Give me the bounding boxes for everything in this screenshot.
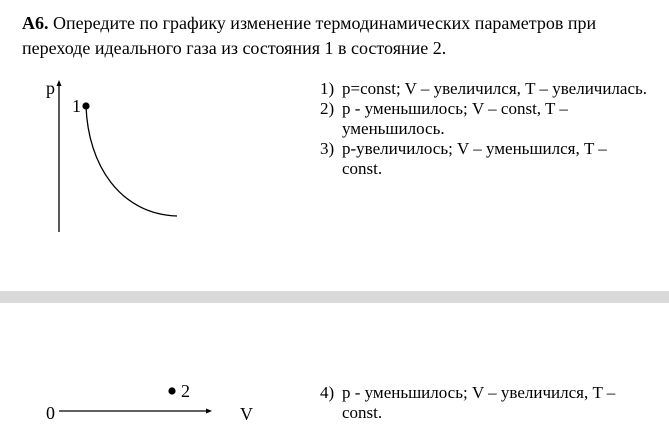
- state-2-label: 2: [181, 381, 190, 401]
- answer-option-1[interactable]: [320, 79, 650, 99]
- question-text: Опередите по графику изменение термодинамических параметров при переходе идеального газа из состояния 1 в состояние 2.: [22, 13, 597, 58]
- y-axis-label: p: [46, 78, 55, 98]
- answer-number: 2): [320, 99, 335, 118]
- origin-label: 0: [46, 403, 55, 423]
- question-number: А6.: [22, 13, 49, 33]
- question: [22, 11, 652, 61]
- answer-list: [320, 79, 650, 179]
- answer-text: p-увеличилось; V – уменьшился, T – const.: [342, 139, 607, 178]
- answer-text: p=const; V – увеличился, T – увеличилась.: [342, 79, 648, 98]
- state-1-label: 1: [72, 96, 81, 116]
- page-break: [0, 291, 669, 303]
- answer-text: p - уменьшилось; V – const, T – уменьшилось.: [342, 99, 568, 138]
- answer-option-2[interactable]: [320, 99, 650, 139]
- answer-number: 4): [320, 383, 335, 402]
- answer-option-3[interactable]: [320, 139, 650, 179]
- answer-number: 3): [320, 139, 335, 158]
- answer-number: 1): [320, 79, 335, 98]
- answer-text: p - уменьшилось; V – увеличился, T – const.: [342, 383, 616, 422]
- answer-option-4[interactable]: [320, 383, 650, 423]
- x-axis-label: V: [240, 404, 253, 424]
